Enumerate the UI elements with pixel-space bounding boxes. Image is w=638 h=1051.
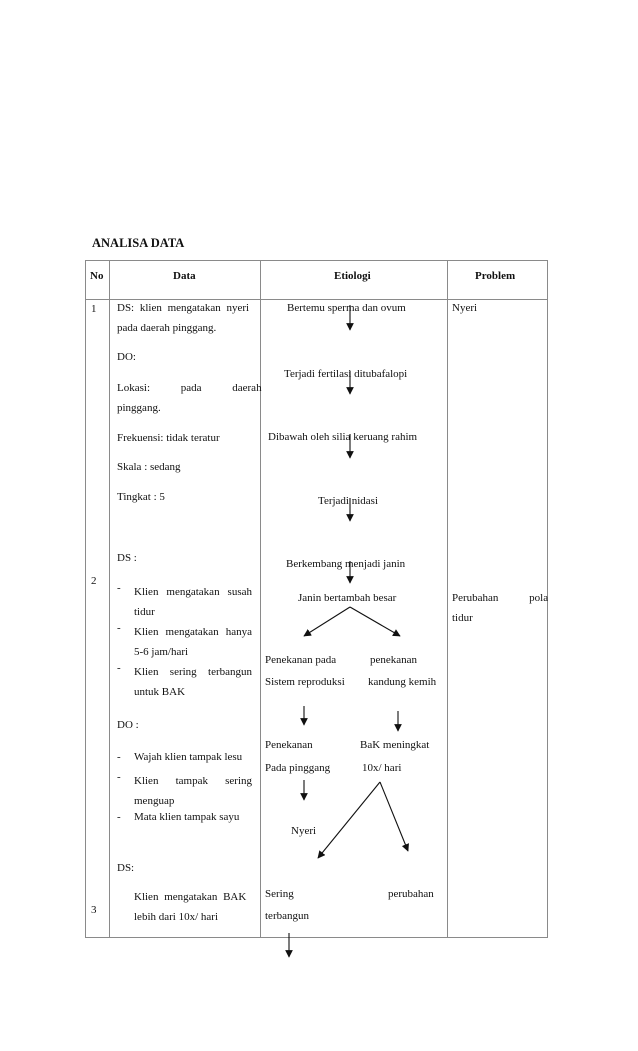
data-do2-label: DO : xyxy=(117,719,139,731)
bullet-dash: - xyxy=(117,662,121,674)
etiologi-left-3: Penekanan xyxy=(265,739,313,751)
data-ds1-line1-text: DS: klien mengatakan nyeri xyxy=(117,302,250,314)
bullet-dash: - xyxy=(117,811,121,823)
etiologi-nyeri: Nyeri xyxy=(291,825,317,837)
header-etiologi: Etiologi xyxy=(334,270,371,282)
data-ds2-item1: Klien mengatakan susah tidur xyxy=(134,586,252,618)
problem-2-line2: tidur xyxy=(452,612,473,624)
bullet-dash: - xyxy=(117,771,121,783)
etiologi-step1: Bertemu sperma dan ovum xyxy=(287,302,406,314)
arrow-branch-right xyxy=(380,782,408,851)
data-lokasi-line2: pinggang. xyxy=(117,402,161,414)
etiologi-step4: Terjadi nidasi xyxy=(318,495,379,507)
data-do2-item3: Mata klien tampak sayu xyxy=(134,811,240,823)
data-skala: Skala : sedang xyxy=(117,461,181,473)
row-number-1: 1 xyxy=(91,303,97,315)
etiologi-step3: Dibawah oleh silia keruang rahim xyxy=(268,431,418,443)
etiologi-step2: Terjadi fertilasi ditubafalopi xyxy=(284,368,408,380)
data-lokasi-line1: Lokasi: pada daerah xyxy=(117,382,262,394)
header-no: No xyxy=(90,270,104,282)
data-frekuensi: Frekuensi: tidak teratur xyxy=(117,432,220,444)
data-do2-item2: Klien tampak sering menguap xyxy=(134,775,252,807)
etiologi-right-3: BaK meningkat xyxy=(360,739,430,751)
arrow-branch-left xyxy=(318,782,380,858)
header-data: Data xyxy=(173,270,196,282)
problem-1: Nyeri xyxy=(452,302,478,314)
problem-2-line1: Perubahan pola xyxy=(452,592,549,604)
data-ds3-line2: lebih dari 10x/ hari xyxy=(134,911,219,923)
bullet-dash: - xyxy=(117,622,121,634)
header-problem: Problem xyxy=(475,270,516,282)
etiologi-left-2: Sistem reproduksi xyxy=(265,676,345,688)
etiologi-right-2: kandung kemih xyxy=(368,676,437,688)
data-ds3-line1: Klien mengatakan BAK xyxy=(134,891,247,903)
data-ds2-item2: Klien mengatakan hanya 5-6 jam/hari xyxy=(134,626,252,658)
data-do1-label: DO: xyxy=(117,351,136,363)
data-ds2-item3: Klien sering terbangun untuk BAK xyxy=(134,666,252,698)
data-ds2-label: DS : xyxy=(117,552,137,564)
data-ds3-label: DS: xyxy=(117,862,135,874)
etiologi-left-4: Pada pinggang xyxy=(265,762,331,774)
etiologi-right-1: penekanan xyxy=(370,654,418,666)
bullet-dash: - xyxy=(117,751,121,763)
etiologi-bottom-left-2: terbangun xyxy=(265,910,309,922)
etiologi-left-1: Penekanan pada xyxy=(265,654,337,666)
bullet-dash: - xyxy=(117,582,121,594)
row-number-2: 2 xyxy=(91,575,97,587)
data-ds1-line2: pada daerah pinggang. xyxy=(117,322,217,334)
etiologi-bottom-right-1: perubahan xyxy=(388,888,434,900)
etiologi-step5: Berkembang menjadi janin xyxy=(286,558,406,570)
page-title: ANALISA DATA xyxy=(92,236,185,250)
data-tingkat: Tingkat : 5 xyxy=(117,491,165,503)
data-do2-item1: Wajah klien tampak lesu xyxy=(134,751,243,763)
arrow-branch-left xyxy=(304,607,350,636)
etiologi-bottom-left-1: Sering xyxy=(265,888,294,900)
etiologi-right-4: 10x/ hari xyxy=(362,762,402,774)
row-number-3: 3 xyxy=(91,904,97,916)
arrow-branch-right xyxy=(350,607,400,636)
etiologi-step6: Janin bertambah besar xyxy=(298,592,397,604)
